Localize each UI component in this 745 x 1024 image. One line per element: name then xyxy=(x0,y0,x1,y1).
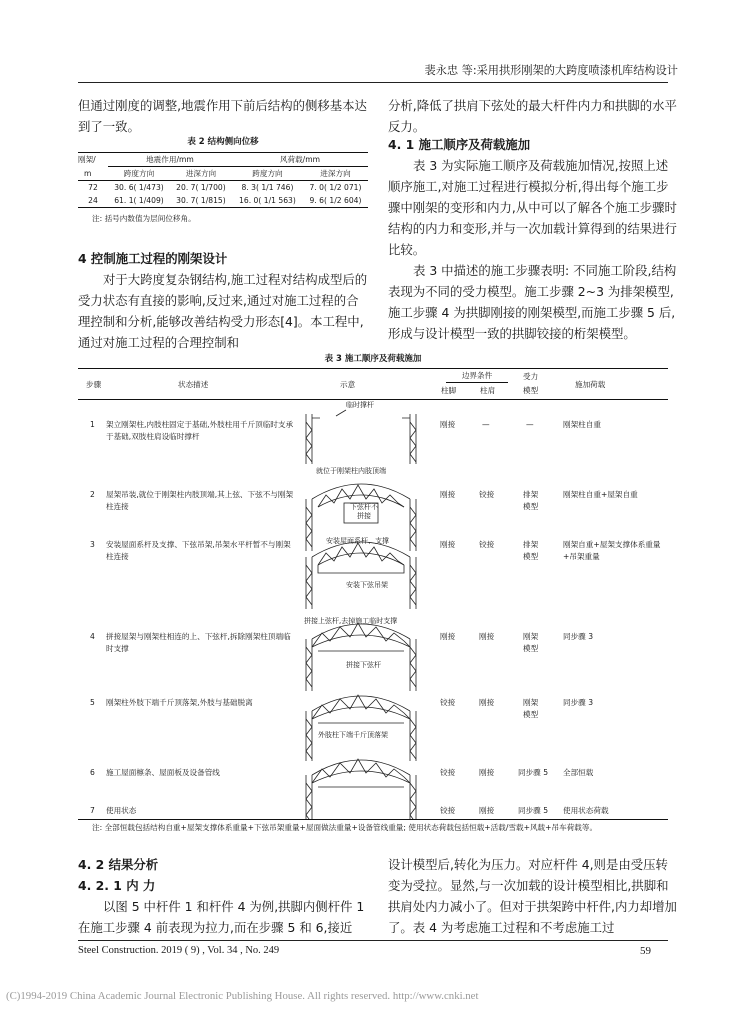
section4-paragraph: 对于大跨度复杂钢结构,施工过程对结构成型后的受力状态有直接的影响,反过来,通过对施工过程的合理控制和分析,能够改善结构受力形态[4]。本工程中,通过对施工过程的合理控制和 xyxy=(78,272,368,350)
table3-header-model: 模型 xyxy=(523,386,539,395)
table3-load: 同步骤 3 xyxy=(563,632,594,641)
table3-desc: 屋架吊装,就位于刚架柱内肢顶端,其上弦、下弦不与刚架柱连接 xyxy=(106,490,294,511)
table3-model: 刚架模型 xyxy=(523,698,539,719)
footer-rule xyxy=(78,940,668,941)
table3-load: 刚架柱自重 xyxy=(563,420,601,429)
table3-note: 注: 全部恒载包括结构自重+屋架支撑体系重量+下弦吊架重量+屋面做法重量+设备管线重量; 使用状态荷载包括恒载+活载/雪载+风载+吊车荷载等。 xyxy=(92,823,598,832)
section41-title: 4. 1 施工顺序及荷载施加 xyxy=(388,137,531,152)
sketch-label: 安装下弦吊架 xyxy=(346,581,388,589)
section42-right-paragraph: 设计模型后,转化为压力。对应杆件 4,则是由受压转变为受拉。显然,与一次加载的设计模型相比,拱脚和拱肩处内力减小了。但对于拱架跨中杆件,内力却增加了。表 4 为考虑施工过程和不考虑施工过 xyxy=(388,857,677,935)
table3-foot: 刚接 xyxy=(440,490,456,499)
section421-title: 4. 2. 1 内 力 xyxy=(78,878,156,893)
table3-model: 同步骤 5 xyxy=(518,806,549,815)
table-row xyxy=(78,181,368,195)
table3-foot: 铰接 xyxy=(440,806,456,815)
table3-shoulder: 铰接 xyxy=(479,490,495,499)
construction-sketches xyxy=(296,399,431,819)
section42-left-paragraph: 以图 5 中杆件 1 和杆件 4 为例,拱脚内侧杆件 1 在施工步骤 4 前表现为拉力,而在步骤 5 和 6,接近 xyxy=(78,899,365,935)
table3-desc: 使用状态 xyxy=(106,806,137,815)
table3 xyxy=(78,368,668,820)
table3-header-sketch: 示意 xyxy=(340,380,356,389)
table3-shoulder: 刚接 xyxy=(479,632,495,641)
table3-foot: 刚接 xyxy=(440,540,456,549)
table3-load: 同步骤 3 xyxy=(563,698,594,707)
table3-step: 2 xyxy=(90,490,95,499)
section4-title: 4 控制施工过程的刚架设计 xyxy=(78,251,228,266)
table-cell: 7. 0( 1/2 071) xyxy=(309,183,362,192)
table2-title: 表 2 结构侧向位移 xyxy=(187,137,259,147)
table-cell: 9. 6( 1/2 604) xyxy=(309,196,362,205)
table3-model: 排架模型 xyxy=(523,540,539,561)
table3-foot: 铰接 xyxy=(440,768,456,777)
table3-step: 6 xyxy=(90,768,95,777)
table3-foot: 刚接 xyxy=(440,420,456,429)
sketch-step6 xyxy=(306,759,416,819)
table3-desc: 拼接屋架与刚架柱相连的上、下弦杆,拆除刚架柱顶端临时支撑 xyxy=(106,632,291,653)
sketch-label: 临时撑杆 xyxy=(346,401,374,409)
table3-shoulder: 刚接 xyxy=(479,698,495,707)
table2-sub-depth: 进深方向 xyxy=(320,169,351,178)
table-row xyxy=(78,194,368,208)
table3-header-boundary: 边界条件 xyxy=(446,370,508,383)
page-number: 59 xyxy=(640,945,651,957)
table-cell: 20. 7( 1/700) xyxy=(176,183,226,192)
table2-unit: m xyxy=(84,168,92,178)
table3-model: 同步骤 5 xyxy=(518,768,549,777)
table3-step: 5 xyxy=(90,698,95,707)
sketch-step4 xyxy=(306,623,416,691)
table3-load: 刚架柱自重+屋架自重 xyxy=(563,490,638,499)
table3-header-desc: 状态描述 xyxy=(178,380,209,389)
table-cell: 72 xyxy=(88,183,98,192)
sketch-label: 拼接下弦杆 xyxy=(346,661,381,669)
table3-model: — xyxy=(526,420,534,429)
table3-shoulder: — xyxy=(482,420,490,429)
table3-desc: 施工屋面檩条、屋面板及设备管线 xyxy=(106,768,220,777)
table-cell: 24 xyxy=(88,196,98,205)
table3-load: 全部恒载 xyxy=(563,768,594,777)
table2-note: 注: 括号内数值为层间位移角。 xyxy=(92,214,196,223)
sketch-step3 xyxy=(306,542,416,609)
journal-footer: Steel Construction. 2019 ( 9) , Vol. 34 , No. 249 xyxy=(78,945,280,956)
copyright-watermark: (C)1994-2019 China Academic Journal Electronic Publishing House. All rights reserved. http://www.cnki.net xyxy=(6,990,479,1002)
table2 xyxy=(78,152,368,208)
table-cell: 8. 3( 1/1 746) xyxy=(241,183,294,192)
table3-desc: 安装屋面系杆及支撑、下弦吊架,吊架水平杆暂不与刚架柱连接 xyxy=(106,540,291,561)
section41-paragraph1: 表 3 为实际施工顺序及荷载施加情况,按照上述顺序施工,对施工过程进行模拟分析,得出每个施工步骤中刚架的变形和内力,从中可以了解各个施工步骤时结构的内力和变形,并与一次加载计算得到的结果进行比较。 xyxy=(388,158,677,257)
sketch-step5 xyxy=(306,695,416,761)
table3-step: 1 xyxy=(90,420,95,429)
sketch-label: 下弦杆不拼接 xyxy=(350,503,378,520)
section42-title: 4. 2 结果分析 xyxy=(78,857,159,872)
sketch-label: 就位于刚架柱内肢顶端 xyxy=(316,467,386,475)
table3-desc: 架立刚架柱,内肢柱固定于基础,外肢柱用千斤顶临时支承于基础,双肢柱肩设临时撑杆 xyxy=(106,420,294,441)
table3-header-step: 步骤 xyxy=(86,380,102,389)
table-cell: 61. 1( 1/409) xyxy=(114,196,164,205)
table2-sub-span: 跨度方向 xyxy=(252,169,283,178)
table3-foot: 铰接 xyxy=(440,698,456,707)
table3-load: 使用状态荷载 xyxy=(563,806,609,815)
table3-title: 表 3 施工顺序及荷载施加 xyxy=(324,354,422,364)
section41-paragraph2: 表 3 中描述的施工步骤表明: 不同施工阶段,结构表现为不同的受力模型。施工步骤 2~3 为排架模型,施工步骤 4 为拱脚刚接的刚架模型,而施工步骤 5 后,形成与设计模型一致的拱脚铰接的桁架模型。 xyxy=(388,263,677,341)
table3-model: 刚架模型 xyxy=(523,632,539,653)
sketch-label: 安装屋面系杆、支撑 xyxy=(326,537,389,545)
table2-eq-header: 地震作用/mm xyxy=(108,153,232,167)
table3-header-force: 受力 xyxy=(523,372,539,381)
right-paragraph-top: 分析,降低了拱肩下弦处的最大杆件内力和拱脚的水平反力。 xyxy=(388,98,677,134)
left-paragraph-top: 但通过刚度的调整,地震作用下前后结构的侧移基本达到了一致。 xyxy=(78,98,367,134)
sketch-step1 xyxy=(306,410,416,464)
table3-load: 刚架自重+屋架支撑体系重量+吊架重量 xyxy=(563,540,661,561)
header-rule xyxy=(78,82,668,83)
table3-foot: 刚接 xyxy=(440,632,456,641)
table3-desc: 刚架柱外肢下端千斤顶落架,外肢与基础脱离 xyxy=(106,698,253,707)
table3-shoulder: 铰接 xyxy=(479,540,495,549)
table-cell: 30. 6( 1/473) xyxy=(114,183,164,192)
sketch-label: 外肢柱下端千斤顶落架 xyxy=(318,731,388,739)
table3-shoulder: 刚接 xyxy=(479,768,495,777)
table3-step: 3 xyxy=(90,540,95,549)
table2-col-frame: 刚架/ xyxy=(78,155,96,165)
sketch-label: 拼接上弦杆,去掉施工临时支撑 xyxy=(304,617,398,625)
table3-step: 7 xyxy=(90,806,95,815)
table-cell: 16. 0( 1/1 563) xyxy=(239,196,296,205)
table3-model: 排架模型 xyxy=(523,490,539,511)
table3-header-foot: 柱脚 xyxy=(441,386,457,395)
running-title: 裴永忠 等:采用拱形刚架的大跨度喷漆机库结构设计 xyxy=(424,64,678,77)
table3-shoulder: 刚接 xyxy=(479,806,495,815)
table3-header-shoulder: 柱肩 xyxy=(480,386,496,395)
table3-header-load: 施加荷载 xyxy=(575,380,606,389)
table2-sub-depth: 进深方向 xyxy=(185,169,217,178)
table-cell: 30. 7( 1/815) xyxy=(176,196,226,205)
table3-step: 4 xyxy=(90,632,95,641)
table2-wind-header: 风荷载/mm xyxy=(232,153,368,167)
table2-sub-span: 跨度方向 xyxy=(123,169,155,178)
